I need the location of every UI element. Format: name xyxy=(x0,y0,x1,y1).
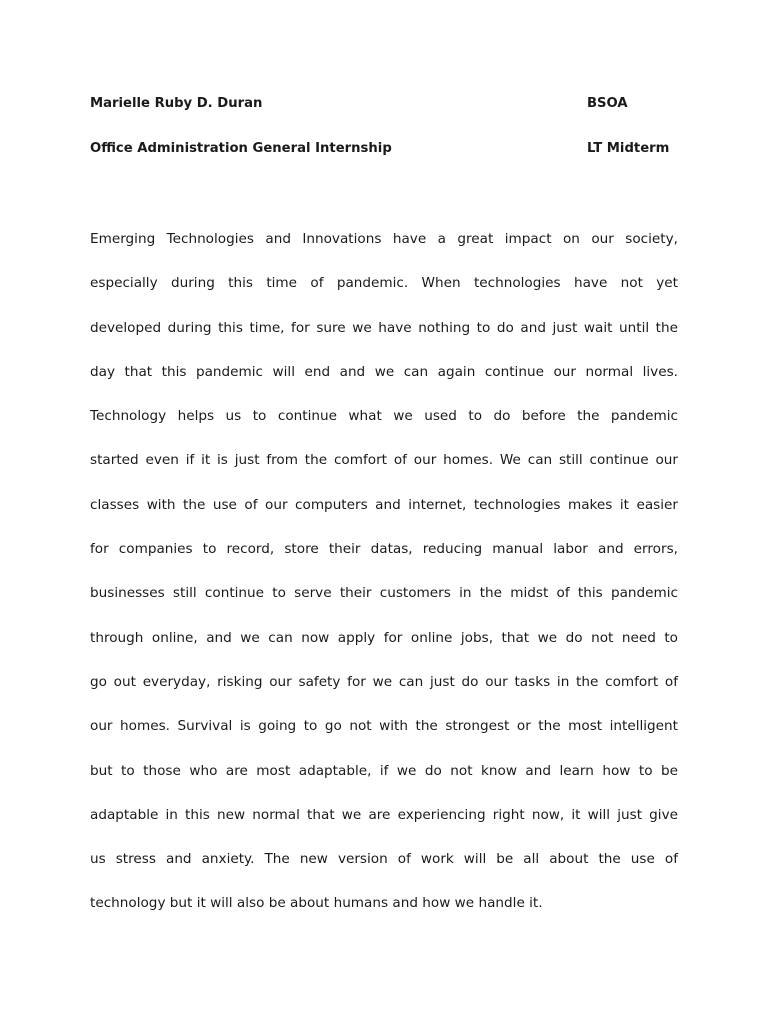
course-title: Office Administration General Internship xyxy=(90,141,392,156)
essay-paragraph xyxy=(90,225,678,934)
program-label: BSOA xyxy=(587,96,628,111)
paragraph-line: started even if it is just from the comfort of our homes. We can still continue our xyxy=(90,452,678,469)
paragraph-line: especially during this time of pandemic. When technologies have not yet xyxy=(90,275,678,292)
paragraph-line: but to those who are most adaptable, if we do not know and learn how to be xyxy=(90,762,678,779)
paragraph-line: adaptable in this new normal that we are experiencing right now, it will just give xyxy=(90,806,678,823)
paragraph-line: developed during this time, for sure we have nothing to do and just wait until the xyxy=(90,319,678,336)
paragraph-line: for companies to record, store their datas, reducing manual labor and errors, xyxy=(90,541,678,558)
paragraph-line: businesses still continue to serve their customers in the midst of this pandemic xyxy=(90,585,678,602)
paragraph-line: through online, and we can now apply for online jobs, that we do not need to xyxy=(90,629,678,646)
paragraph-line: go out everyday, risking our safety for we can just do our tasks in the comfort of xyxy=(90,673,678,690)
student-name: Marielle Ruby D. Duran xyxy=(90,96,263,111)
paragraph-line: classes with the use of our computers and internet, technologies makes it easier xyxy=(90,496,678,513)
paragraph-line: Emerging Technologies and Innovations have a great impact on our society, xyxy=(90,231,678,247)
paragraph-line: technology but it will also be about humans and how we handle it. xyxy=(90,895,543,912)
paragraph-line: us stress and anxiety. The new version of work will be all about the use of xyxy=(90,851,678,868)
paragraph-line: our homes. Survival is going to go not with the strongest or the most intelligent xyxy=(90,718,678,735)
exam-label: LT Midterm xyxy=(587,141,670,156)
paragraph-line: day that this pandemic will end and we can again continue our normal lives. xyxy=(90,363,678,380)
paragraph-line: Technology helps us to continue what we used to do before the pandemic xyxy=(90,408,678,425)
